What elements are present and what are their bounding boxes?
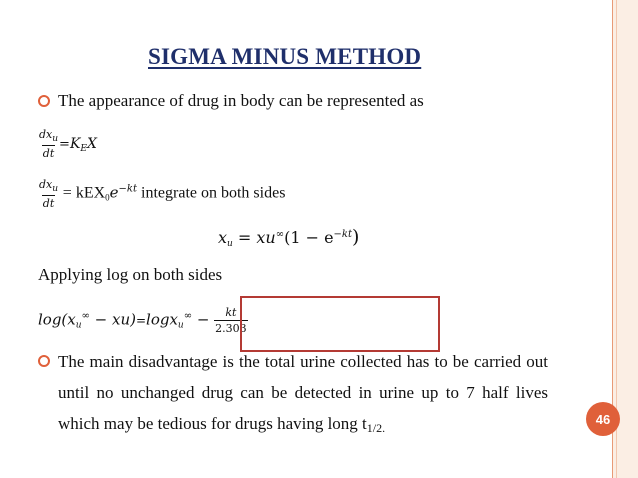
bullet-icon [38, 95, 50, 107]
bullet2-paragraph: The main disadvantage is the total urine collected has to be carried out until no unchanged drug can be detected in urine up to 7 half lives which may be tedious for drugs having long $t_{1/2.}$ [58, 352, 548, 435]
equation-3: $x_u = xu^\infty(1 - e^{-kt})$ [218, 226, 360, 249]
equation-2: $\frac{dx_u}{dt}$ = $kEX_0e^{-kt}$ integrate on both sides [39, 178, 286, 210]
page-number-badge: 46 [586, 402, 620, 436]
equation-1: $\frac{dx_u}{dt}$ $=K_EX$ [39, 128, 97, 160]
equation-4: $\log(x_u^\infty - xu)=\log x_u^\infty$ − $\frac{kt}{2.303}$ [38, 306, 247, 335]
equation-highlight-box [240, 296, 440, 352]
bullet1-text: The appearance of drug in body can be represented as [58, 91, 424, 110]
right-margin-line-inner [616, 0, 617, 478]
eq2-fraction: $\frac{dx_u}{dt}$ [39, 178, 59, 210]
eq1-fraction: $\frac{dx_u}{dt}$ [39, 128, 59, 160]
bullet-icon [38, 355, 50, 367]
slide-title: SIGMA MINUS METHOD [148, 44, 422, 69]
eq4-fraction: $\frac{kt}{2.303}$ [215, 306, 247, 335]
applying-log-text: Applying log on both sides [38, 265, 223, 284]
